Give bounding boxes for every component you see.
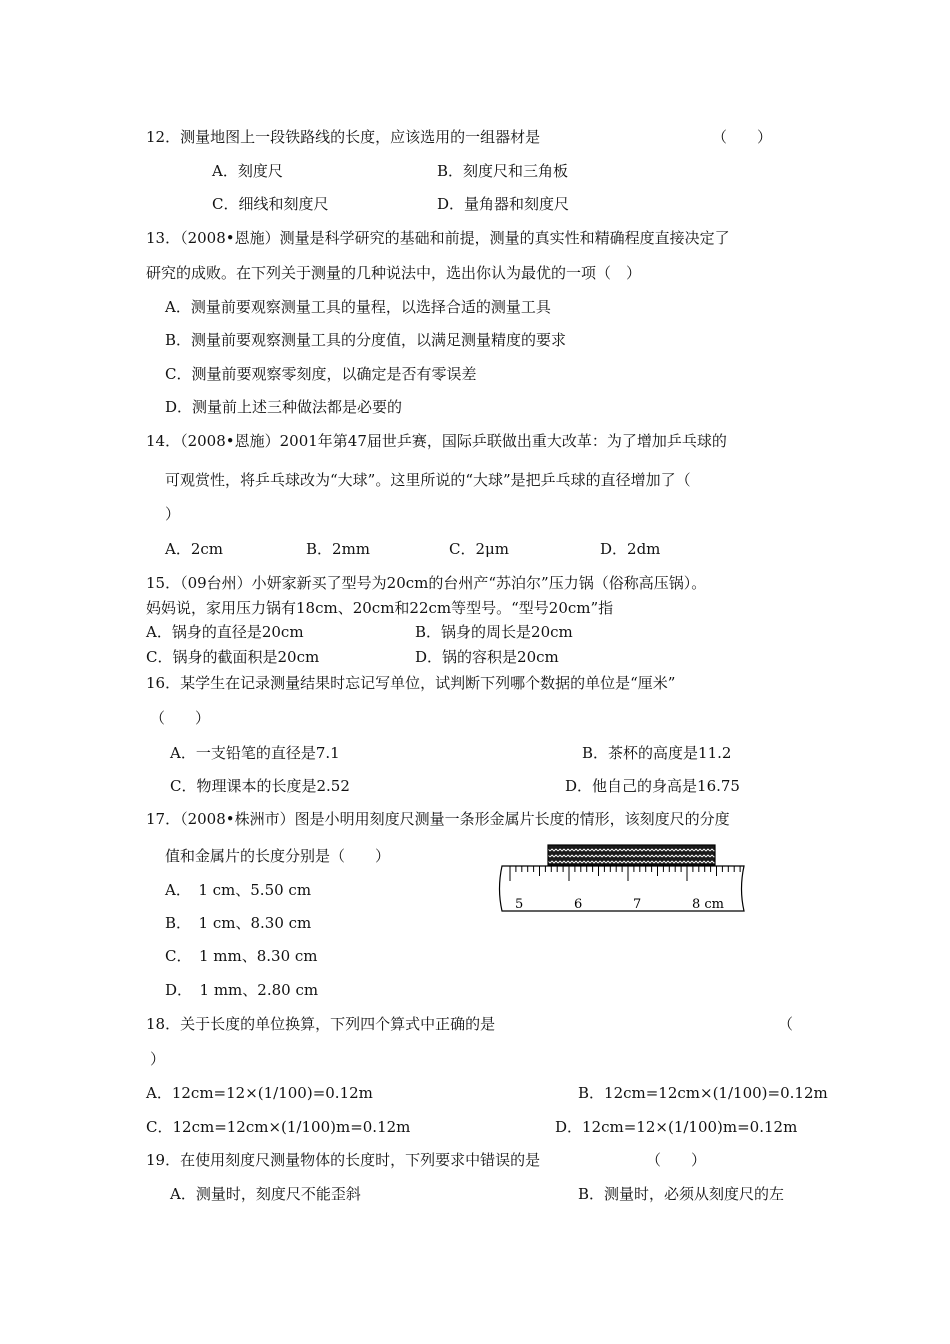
- q12-answer-paren: （ ）: [712, 128, 773, 146]
- q18-option-c: C．12cm=12cm×(1/100)m=0.12m: [146, 1118, 411, 1136]
- q15-stem-line2: 妈妈说，家用压力锅有18cm、20cm和22cm等型号。“型号20cm”指: [146, 599, 614, 617]
- q13-stem-line2: 研究的成败。在下列关于测量的几种说法中，选出你认为最优的一项（ ）: [146, 264, 642, 282]
- q18-stem: 18．关于长度的单位换算，下列四个算式中正确的是: [146, 1015, 496, 1033]
- q17-option-a: A． 1 cm、5.50 cm: [165, 881, 312, 899]
- q18-option-b: B．12cm=12cm×(1/100)=0.12m: [578, 1084, 828, 1102]
- q18-option-d: D．12cm=12×(1/100)m=0.12m: [555, 1118, 798, 1136]
- q15-option-c: C．锅身的截面积是20cm: [146, 648, 320, 666]
- q13-stem-line1: 13．（2008•恩施）测量是科学研究的基础和前提，测量的真实性和精确程度直接决定了: [146, 229, 730, 247]
- q17-stem-line2: 值和金属片的长度分别是（ ）: [165, 847, 391, 865]
- q13-option-d: D．测量前上述三种做法都是必要的: [165, 398, 403, 416]
- q16-option-b: B．茶杯的高度是11.2: [582, 744, 732, 762]
- q14-stem-line3: ）: [165, 505, 181, 523]
- q14-stem-line2: 可观赏性，将乒乓球改为“大球”。这里所说的“大球”是把乒乓球的直径增加了（: [165, 471, 691, 489]
- q12-stem: 12．测量地图上一段铁路线的长度，应该选用的一组器材是: [146, 128, 541, 146]
- q16-option-a: A．一支铅笔的直径是7.1: [170, 744, 340, 762]
- q16-stem: 16．某学生在记录测量结果时忘记写单位，试判断下列哪个数据的单位是“厘米”: [146, 674, 676, 692]
- q17-option-b: B． 1 cm、8.30 cm: [165, 914, 312, 932]
- ruler-label-8cm: 8 cm: [692, 897, 725, 912]
- q12-option-a: A．刻度尺: [212, 162, 283, 180]
- q17-option-d: D． 1 mm、2.80 cm: [165, 981, 319, 999]
- q14-stem-line1: 14．（2008•恩施）2001年第47届世乒赛，国际乒联做出重大改革：为了增加乒乓球的: [146, 432, 727, 450]
- q19-option-b: B．测量时，必须从刻度尺的左: [578, 1185, 785, 1203]
- ruler-label-7: 7: [633, 897, 642, 912]
- ruler-label-6: 6: [574, 897, 583, 912]
- q16-option-d: D．他自己的身高是16.75: [565, 777, 740, 795]
- q13-option-c: C．测量前要观察零刻度，以确定是否有零误差: [165, 365, 477, 383]
- q13-option-b: B．测量前要观察测量工具的分度值，以满足测量精度的要求: [165, 331, 567, 349]
- q14-option-b: B．2mm: [306, 540, 371, 558]
- q19-answer-paren: （ ）: [646, 1151, 707, 1169]
- q18-paren-open: （: [778, 1015, 794, 1033]
- q12-option-b: B．刻度尺和三角板: [437, 162, 569, 180]
- q14-option-c: C．2μm: [449, 540, 509, 558]
- metal-strip: [548, 845, 715, 865]
- q19-option-a: A．测量时，刻度尺不能歪斜: [170, 1185, 361, 1203]
- q15-option-d: D．锅的容积是20cm: [415, 648, 559, 666]
- q15-option-a: A．锅身的直径是20cm: [146, 623, 304, 641]
- q15-stem-line1: 15．（09台州）小妍家新买了型号为20cm的台州产“苏泊尔”压力锅（俗称高压锅）。: [146, 574, 707, 592]
- q16-option-c: C．物理课本的长度是2.52: [170, 777, 350, 795]
- q12-option-d: D．量角器和刻度尺: [437, 195, 570, 213]
- q18-option-a: A．12cm=12×(1/100)=0.12m: [146, 1084, 373, 1102]
- q18-paren-close: ）: [150, 1050, 166, 1068]
- ruler-label-5: 5: [515, 897, 524, 912]
- q19-stem: 19．在使用刻度尺测量物体的长度时，下列要求中错误的是: [146, 1151, 541, 1169]
- q12-option-c: C．细线和刻度尺: [212, 195, 329, 213]
- q17-option-c: C． 1 mm、8.30 cm: [165, 947, 318, 965]
- ruler-figure: [494, 842, 750, 914]
- q16-answer-paren: （ ）: [150, 709, 211, 727]
- q15-option-b: B．锅身的周长是20cm: [415, 623, 573, 641]
- q14-option-a: A．2cm: [165, 540, 224, 558]
- q13-option-a: A．测量前要观察测量工具的量程，以选择合适的测量工具: [165, 298, 551, 316]
- q17-stem-line1: 17．（2008•株洲市）图是小明用刻度尺测量一条形金属片长度的情形，该刻度尺的分度: [146, 810, 730, 828]
- q14-option-d: D．2dm: [600, 540, 661, 558]
